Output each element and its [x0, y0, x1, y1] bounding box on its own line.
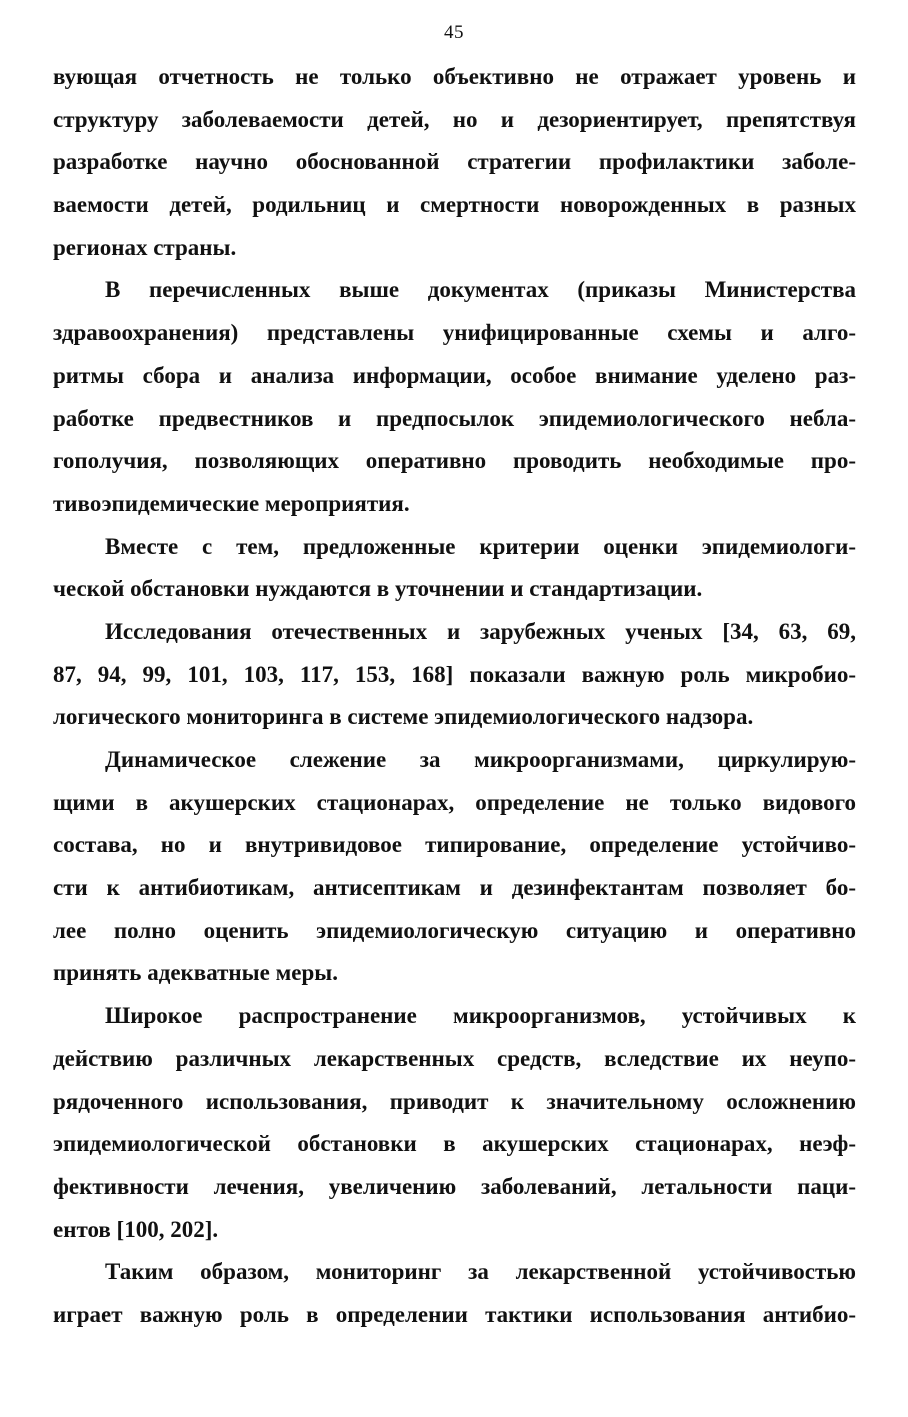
text-line: ентов [100, 202]. [53, 1216, 219, 1242]
text-line: принять адекватные меры. [53, 960, 338, 986]
text-line: эпидемиологической обстановки в акушерских стационарах, неэф- [53, 1131, 856, 1157]
page-number: 45 [444, 22, 464, 43]
text-line: щими в акушерских стационарах, определение не только видового [53, 789, 856, 815]
text-line: Вместе с тем, предложенные критерии оценки эпидемиологи- [105, 533, 856, 559]
text-line: ческой обстановки нуждаются в уточнении и стандартизации. [53, 576, 703, 602]
paragraph-5 [53, 739, 856, 995]
text-line: разработке научно обоснованной стратегии профилактики заболе- [53, 149, 856, 175]
text-line: лее полно оценить эпидемиологическую ситуацию и оперативно [53, 917, 856, 943]
text-line: логического мониторинга в системе эпидемиологического надзора. [53, 704, 754, 730]
text-line: ваемости детей, родильниц и смертности новорожденных в разных [53, 192, 856, 218]
text-line: регионах страны. [53, 234, 237, 260]
text-line: 87, 94, 99, 101, 103, 117, 153, 168] показали важную роль микробио- [53, 661, 856, 687]
text-line: играет важную роль в определении тактики использования антибио- [53, 1301, 856, 1327]
paragraph-3 [53, 526, 856, 611]
text-line: рядоченного использования, приводит к значительному осложнению [53, 1088, 856, 1114]
text-line: состава, но и внутривидовое типирование, определение устойчиво- [53, 832, 856, 858]
text-line: действию различных лекарственных средств, вследствие их неупо- [53, 1045, 856, 1071]
text-line: тивоэпидемические мероприятия. [53, 490, 410, 516]
text-line: здравоохранения) представлены унифицированные схемы и алго- [53, 320, 856, 346]
text-line: Широкое распространение микроорганизмов, устойчивых к [105, 1003, 856, 1029]
text-line: структуру заболеваемости детей, но и дезориентирует, препятствуя [53, 106, 856, 132]
text-line: работке предвестников и предпосылок эпидемиологического небла- [53, 405, 856, 431]
paragraph-2 [53, 269, 856, 525]
paragraph-1 [53, 56, 856, 269]
text-line: фективности лечения, увеличению заболеваний, летальности паци- [53, 1173, 856, 1199]
body-text [53, 56, 856, 1337]
text-line: вующая отчетность не только объективно не отражает уровень и [53, 64, 856, 89]
text-line: Исследования отечественных и зарубежных ученых [34, 63, 69, [105, 618, 856, 644]
paragraph-7 [53, 1251, 856, 1336]
text-line: Динамическое слежение за микроорганизмами, циркулирую- [105, 747, 856, 772]
text-line: Таким образом, мониторинг за лекарственной устойчивостью [105, 1259, 856, 1285]
text-line: В перечисленных выше документах (приказы Министерства [105, 277, 856, 303]
paragraph-6 [53, 995, 856, 1251]
text-line: сти к антибиотикам, антисептикам и дезинфектантам позволяет бо- [53, 875, 856, 901]
paragraph-4 [53, 611, 856, 739]
text-line: гополучия, позволяющих оперативно проводить необходимые про- [53, 448, 856, 474]
text-line: ритмы сбора и анализа информации, особое внимание уделено раз- [53, 362, 856, 388]
